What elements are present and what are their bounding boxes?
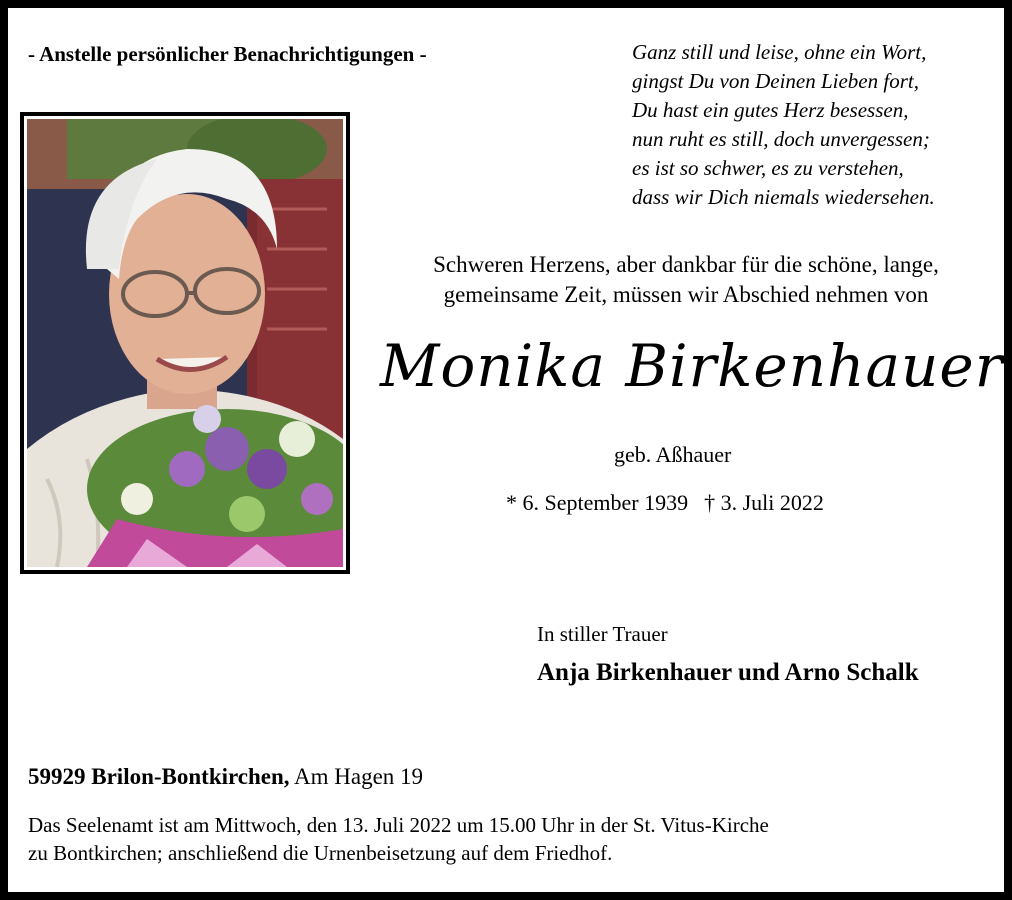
mourning-label: In stiller Trauer [537,622,668,646]
service-details [28,811,769,867]
address-street: Am Hagen 19 [294,764,424,789]
poem-line: nun ruht es still, doch unvergessen; [632,127,930,151]
service-line: Das Seelenamt ist am Mittwoch, den 13. Juli 2022 um 15.00 Uhr in der St. Vitus-Kirche [28,813,769,837]
address-city: 59929 Brilon-Bontkirchen, [28,764,290,789]
poem-line: es ist so schwer, es zu verstehen, [632,156,904,180]
intro-line: gemeinsame Zeit, müssen wir Abschied nehmen von [443,282,929,307]
farewell-intro [380,250,992,310]
poem-line: Ganz still und leise, ohne ein Wort, [632,40,927,64]
mourners-names: Anja Birkenhauer und Arno Schalk [537,659,919,686]
portrait-photo [24,116,346,570]
birth-date: * 6. September 1939 [506,490,689,515]
intro-line: Schweren Herzens, aber dankbar für die schöne, lange, [433,252,939,277]
notice-header: - Anstelle persönlicher Benachrichtigungen - [28,42,427,66]
portrait-photo-frame [20,112,350,574]
poem-line: Du hast ein gutes Herz besessen, [632,98,909,122]
portrait-image [27,119,343,567]
poem-line: gingst Du von Deinen Lieben fort, [632,69,919,93]
death-date: † 3. Juli 2022 [704,490,824,515]
deceased-name: Monika Birkenhauer [380,332,1004,400]
poem-line: dass wir Dich niemals wiedersehen. [632,185,935,209]
address [28,764,423,790]
poem [632,38,935,212]
life-dates [506,490,840,516]
service-line: zu Bontkirchen; anschließend die Urnenbeisetzung auf dem Friedhof. [28,841,613,865]
maiden-name: geb. Aßhauer [614,442,732,467]
